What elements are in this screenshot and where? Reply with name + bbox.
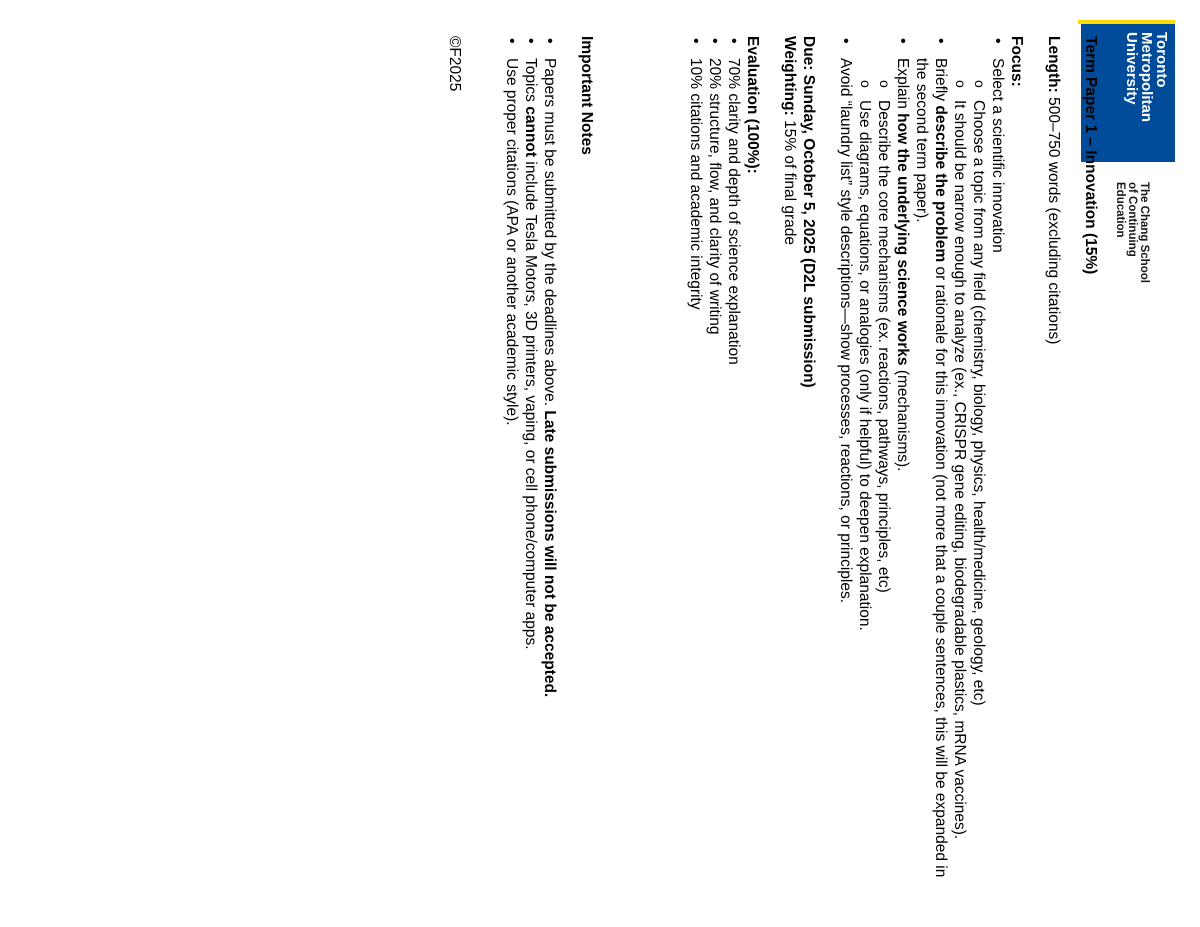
- list-item: o Choose a topic from any field (chemistry, biology, physics, health/medicine, geology, etc): [969, 78, 988, 896]
- focus-heading: Focus:: [1008, 36, 1025, 87]
- weighting-value: 15% of final grade: [781, 115, 798, 246]
- document-body: [445, 36, 1100, 896]
- logo-line-1: Toronto: [1153, 32, 1170, 88]
- copyright-footer: ©F2025: [446, 36, 463, 92]
- school-line-1: The Chang School: [1138, 182, 1150, 283]
- due-date: Due: Sunday, October 5, 2025 (D2L submission): [800, 36, 817, 388]
- logo-yellow-accent: [1078, 20, 1175, 24]
- document-title: Term Paper 1 – Innovation (15%): [1082, 36, 1099, 275]
- evaluation-list: [686, 36, 743, 896]
- list-item: • Papers must be submitted by the deadlines above. Late submissions will not be accepted.: [540, 36, 559, 896]
- logo-line-2: Metropolitan: [1138, 32, 1155, 122]
- list-item: • Topics cannot include Tesla Motors, 3D printers, vaping, or cell phone/computer apps.: [521, 36, 540, 896]
- list-item: • 20% structure, flow, and clarity of writing: [705, 36, 724, 896]
- school-line-2: of Continuing: [1126, 182, 1138, 257]
- weighting-line: [780, 36, 799, 896]
- weighting-label: Weighting:: [781, 36, 798, 116]
- length-line: [1044, 36, 1063, 896]
- list-item: o It should be narrow enough to analyze (ex., CRISPR gene editing, biodegradable plastics, mRNA vaccines).: [950, 78, 969, 896]
- list-item: o Describe the core mechanisms (ex. reactions, pathways, principles, etc): [874, 78, 893, 896]
- focus-list: [836, 36, 1007, 896]
- list-item: • Avoid “laundry list” style descriptions—show processes, reactions, or principles.: [836, 36, 855, 896]
- list-item: • 70% clarity and depth of science explanation: [724, 36, 743, 896]
- length-value: 500–750 words (excluding citations): [1045, 92, 1062, 345]
- evaluation-heading: Evaluation (100%):: [744, 36, 761, 174]
- list-item: • Explain how the underlying science works (mechanisms). o Describe the core mechanisms (ex. reactions, pathways, principles, etc) o Use diagrams, equations, or analogies (only if helpful) to deepen explanation.: [855, 36, 912, 896]
- list-item: o Use diagrams, equations, or analogies (only if helpful) to deepen explanation.: [855, 78, 874, 896]
- school-name: [1114, 182, 1150, 283]
- list-item: • Briefly describe the problem or rationale for this innovation (not more that a couple sentences, this will be expanded in the second term paper).: [912, 36, 950, 896]
- length-label: Length:: [1045, 36, 1062, 93]
- focus-sublist: [855, 78, 893, 896]
- school-line-3: Education: [1114, 182, 1126, 238]
- logo-line-3: University: [1123, 32, 1140, 105]
- list-item: • 10% citations and academic integrity: [686, 36, 705, 896]
- focus-sublist: [950, 78, 988, 896]
- notes-heading: Important Notes: [578, 36, 595, 155]
- notes-list: [502, 36, 559, 896]
- list-item: • Select a scientific innovation o Choose a topic from any field (chemistry, biology, physics, health/medicine, geology, etc) o It should be narrow enough to analyze (ex., CRISPR gene editing, biodegradable plastics, mRNA vaccines).: [950, 36, 1007, 896]
- list-item: • Use proper citations (APA or another academic style).: [502, 36, 521, 896]
